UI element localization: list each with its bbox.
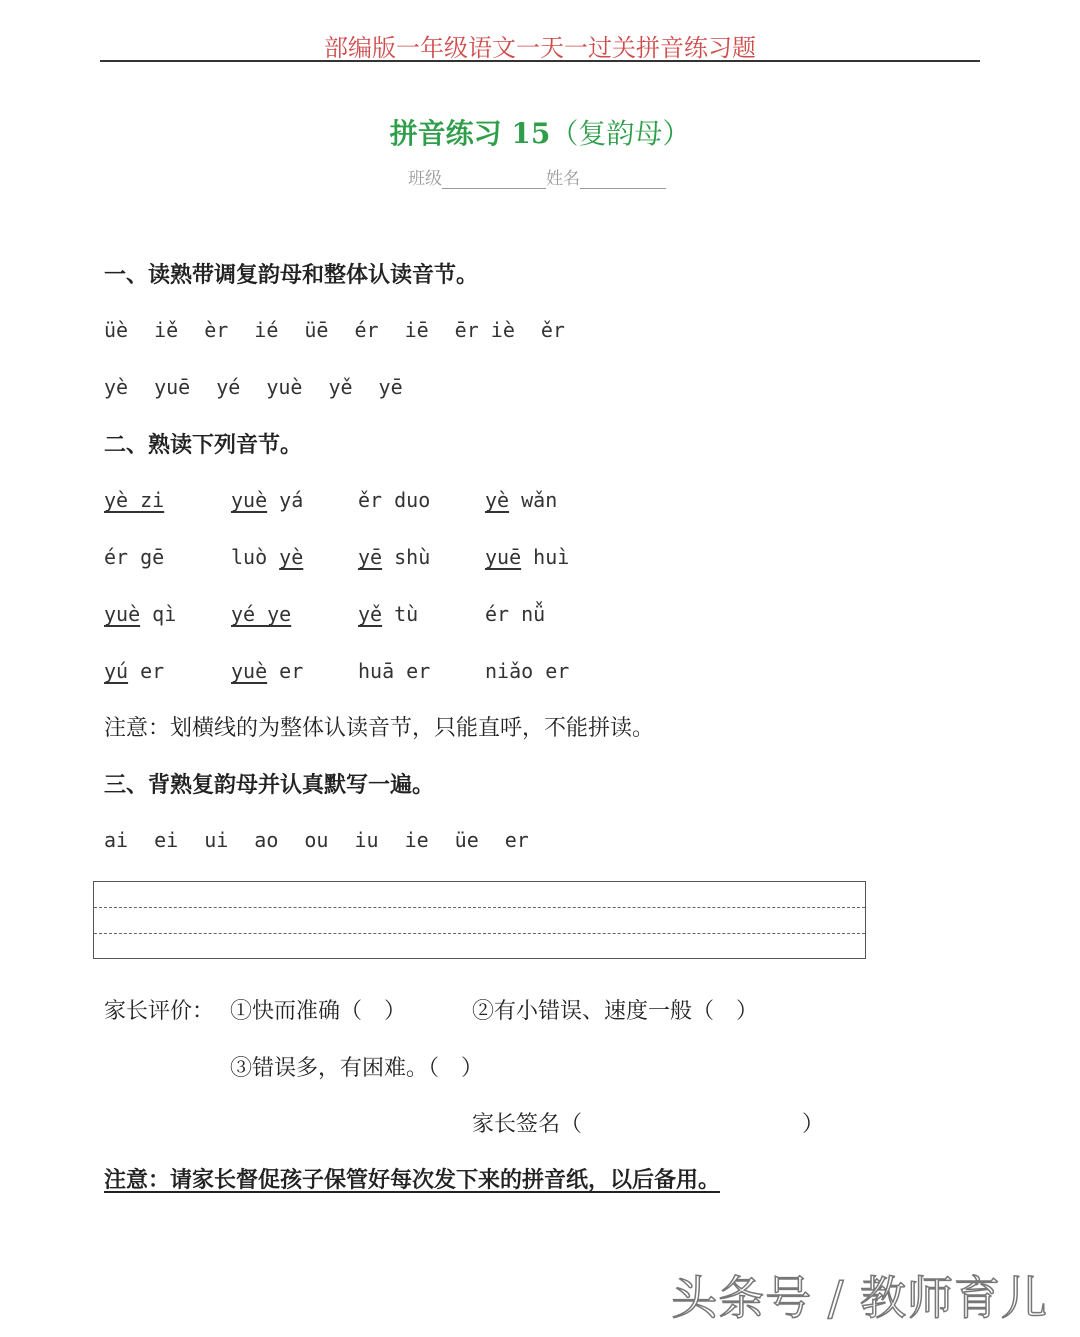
word-cell — [485, 545, 612, 602]
eval-option-2: ②有小错误、速度一般（ ） — [472, 999, 759, 1024]
syllable: yè — [279, 545, 304, 569]
word-cell — [358, 659, 485, 716]
syllable: yé ye — [231, 602, 292, 626]
syllable: yuè — [104, 602, 141, 626]
syllable: er — [504, 828, 529, 852]
syllable: iě — [154, 318, 179, 342]
syllable: ei — [154, 828, 179, 852]
syllable: üē — [304, 318, 329, 342]
word-cell — [104, 602, 231, 659]
eval-option-1: ①快而准确（ ） — [230, 999, 407, 1024]
syllable: yá — [267, 488, 304, 512]
class-label: 班级 — [408, 169, 442, 189]
syllable-row — [104, 545, 612, 602]
syllable: èr — [204, 318, 229, 342]
syllable: ai — [104, 828, 129, 852]
section1-line1 — [104, 318, 591, 342]
syllable: yě — [358, 602, 383, 626]
page-header: 部编版一年级语文一天一过关拼音练习题 — [100, 28, 980, 62]
section2-note: 注意：划横线的为整体认读音节，只能直呼，不能拼读。 — [104, 716, 655, 741]
syllable-grid — [104, 488, 612, 716]
word-cell — [231, 545, 358, 602]
watermark: 头条号 / 教师育儿 — [671, 1271, 1048, 1325]
word-cell — [231, 659, 358, 716]
syllable: huì — [521, 545, 570, 569]
name-blank[interactable] — [580, 170, 666, 189]
syllable: ao — [254, 828, 279, 852]
parent-signature: 家长签名（ ） — [472, 1112, 825, 1137]
syllable: iē — [404, 318, 429, 342]
word-cell — [358, 602, 485, 659]
syllable-row — [104, 602, 612, 659]
syllable: ér nǚ — [485, 602, 546, 626]
syllable: huā er — [358, 659, 431, 683]
syllable: ui — [204, 828, 229, 852]
syllable: er — [267, 659, 304, 683]
syllable: ér gē — [104, 545, 165, 569]
syllable: yuē — [485, 545, 522, 569]
word-cell — [231, 602, 358, 659]
syllable: ou — [304, 828, 329, 852]
worksheet-title — [0, 112, 1080, 152]
eval-label: 家长评价： — [104, 999, 215, 1024]
syllable: yuè — [231, 488, 268, 512]
section1-line2 — [104, 375, 429, 399]
writing-box[interactable] — [93, 881, 866, 959]
section3-heading: 三、背熟复韵母并认真默写一遍。 — [104, 772, 435, 798]
eval-option-3: ③错误多，有困难。（ ） — [230, 1056, 484, 1081]
syllable: luò — [231, 545, 280, 569]
class-blank[interactable] — [442, 170, 546, 189]
syllable: üe — [454, 828, 479, 852]
syllable: yě — [328, 375, 353, 399]
syllable: ēr iè — [454, 318, 515, 342]
syllable-row — [104, 659, 612, 716]
syllable: yuē — [154, 375, 191, 399]
class-name-line — [408, 164, 666, 189]
dashed-line — [94, 933, 865, 934]
syllable: ié — [254, 318, 279, 342]
syllable: tù — [382, 602, 419, 626]
syllable: yú — [104, 659, 129, 683]
section2-heading: 二、熟读下列音节。 — [104, 432, 303, 458]
syllable-row — [104, 488, 612, 545]
word-cell — [104, 488, 231, 545]
syllable: qì — [140, 602, 177, 626]
word-cell — [485, 602, 612, 659]
syllable: yé — [216, 375, 241, 399]
syllable: shù — [382, 545, 431, 569]
syllable: ér — [354, 318, 379, 342]
word-cell — [358, 488, 485, 545]
title-main: 拼音练习 15 — [389, 117, 551, 150]
syllable: niǎo er — [485, 659, 570, 683]
syllable: yē — [358, 545, 383, 569]
word-cell — [104, 659, 231, 716]
syllable: yē — [378, 375, 403, 399]
word-cell — [358, 545, 485, 602]
final-note: 注意：请家长督促孩子保管好每次发下来的拼音纸，以后备用。 — [104, 1167, 721, 1193]
syllable: yè — [104, 375, 129, 399]
syllable: üè — [104, 318, 129, 342]
section1-heading: 一、读熟带调复韵母和整体认读音节。 — [104, 262, 479, 288]
word-cell — [485, 659, 612, 716]
word-cell — [104, 545, 231, 602]
dashed-line — [94, 907, 865, 908]
syllable: ěr duo — [358, 488, 431, 512]
syllable: ie — [404, 828, 429, 852]
syllable: iu — [354, 828, 379, 852]
name-label: 姓名 — [546, 169, 580, 189]
syllable: wǎn — [509, 488, 558, 512]
syllable: ěr — [540, 318, 565, 342]
syllable: yuè — [231, 659, 268, 683]
word-cell — [231, 488, 358, 545]
finals-line — [104, 828, 555, 852]
syllable: yè — [485, 488, 510, 512]
title-sub: （复韵母） — [550, 117, 691, 150]
syllable: yuè — [266, 375, 303, 399]
word-cell — [485, 488, 612, 545]
syllable: er — [128, 659, 165, 683]
syllable: yè zi — [104, 488, 165, 512]
